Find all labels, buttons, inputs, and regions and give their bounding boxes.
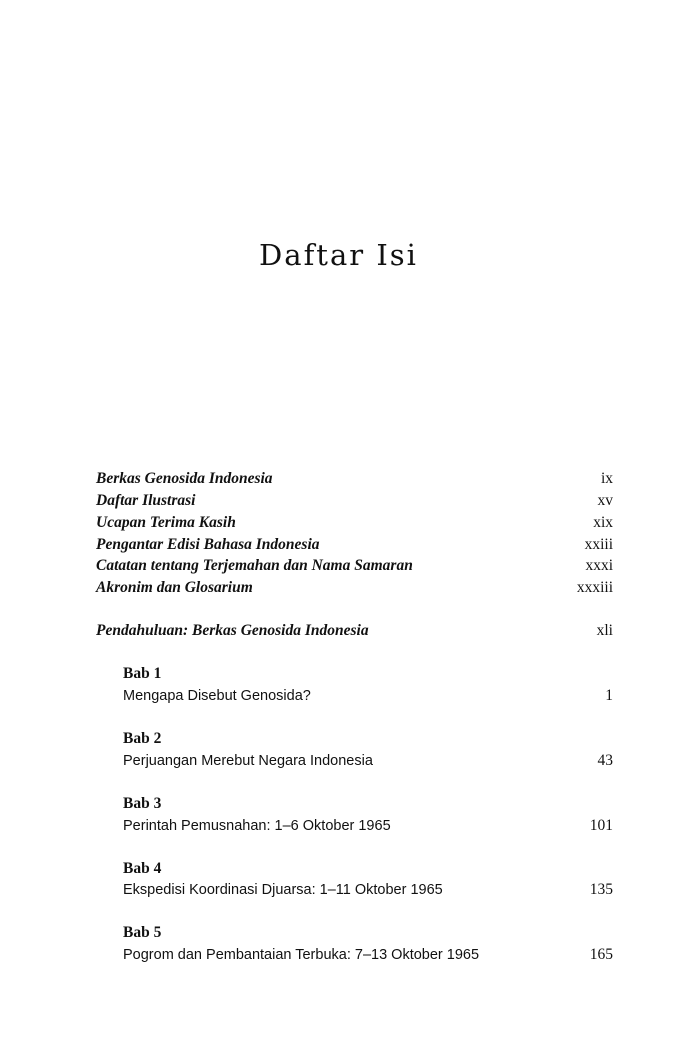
toc-entry-chapter[interactable] — [123, 751, 613, 771]
toc-entry-chapter[interactable] — [123, 880, 613, 900]
entry-page: xix — [593, 514, 613, 531]
entry-page: 1 — [605, 687, 613, 704]
toc-entry[interactable] — [96, 578, 613, 598]
chapter-heading: Bab 2 — [123, 730, 162, 747]
chapter-title: Perjuangan Merebut Negara Indonesia — [123, 753, 373, 769]
chapter-heading: Bab 4 — [123, 860, 162, 877]
entry-page: 135 — [589, 881, 613, 898]
toc-entry[interactable] — [96, 469, 613, 489]
entry-label: Akronim dan Glosarium — [96, 579, 253, 596]
toc-entry[interactable] — [96, 556, 613, 576]
toc-entry-chapter[interactable] — [123, 686, 613, 706]
chapter-heading: Bab 5 — [123, 924, 162, 941]
toc-entry-chapter[interactable] — [123, 945, 613, 965]
chapter-title: Pogrom dan Pembantaian Terbuka: 7–13 Oktober 1965 — [123, 947, 480, 963]
chapter-heading: Bab 1 — [123, 665, 162, 682]
toc-entry[interactable] — [96, 513, 613, 533]
chapter-title: Ekspedisi Koordinasi Djuarsa: 1–11 Oktober 1965 — [123, 882, 443, 898]
entry-page: 101 — [589, 817, 613, 834]
entry-page: ix — [600, 470, 613, 487]
entry-page: xxiii — [584, 536, 613, 553]
chapter-title: Perintah Pemusnahan: 1–6 Oktober 1965 — [123, 818, 391, 834]
entry-label: Pendahuluan: Berkas Genosida Indonesia — [96, 622, 369, 639]
page-title: Daftar Isi — [259, 238, 418, 272]
entry-label: Catatan tentang Terjemahan dan Nama Samaran — [96, 557, 413, 574]
entry-page: xxxi — [585, 557, 613, 574]
toc-entry[interactable] — [96, 535, 613, 555]
toc-entry-chapter[interactable] — [123, 816, 613, 836]
entry-label: Pengantar Edisi Bahasa Indonesia — [96, 536, 320, 553]
entry-label: Daftar Ilustrasi — [96, 492, 196, 509]
entry-page: xli — [596, 622, 613, 639]
entry-label: Ucapan Terima Kasih — [96, 514, 236, 531]
toc-entry[interactable] — [96, 491, 613, 511]
entry-label: Berkas Genosida Indonesia — [96, 470, 273, 487]
entry-page: 165 — [589, 946, 613, 963]
entry-page: xxxiii — [576, 579, 613, 596]
chapter-heading: Bab 3 — [123, 795, 162, 812]
entry-page: xv — [597, 492, 613, 509]
chapter-title: Mengapa Disebut Genosida? — [123, 688, 311, 704]
toc-entry-introduction[interactable] — [96, 621, 613, 641]
entry-page: 43 — [597, 752, 613, 769]
